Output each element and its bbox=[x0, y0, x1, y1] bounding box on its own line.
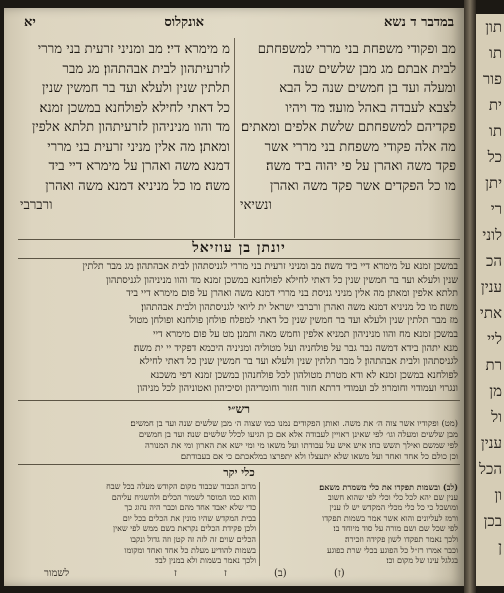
kli-line: בגלגל עינו של מקום וכו׃ bbox=[386, 556, 458, 566]
onkelos-line: ומאתן׃ מה אלין מניני זרעית בני מררי bbox=[47, 139, 230, 155]
targum-line: תלתא אלפין ומאתן׃ מה אלין מניני גניסת בני מררי דמנא משה ואהרן על פום מימרא דיי ביד bbox=[126, 288, 458, 300]
onkelos-catchword: ורברבי bbox=[20, 198, 53, 213]
adjacent-fragment: רי bbox=[490, 200, 502, 218]
torah-line: מב ופקודי משפחת בני מררי למשפחתם bbox=[257, 42, 456, 57]
targum-line: מנא יתהון בידא דמשה גבר גבר על פולחניה ועל מטוליה ומניניה היכמא דפקיד יי ית משה׃ bbox=[133, 342, 458, 354]
onkelos-line: משה׃ מו כל מניניא דמנא משה ואהרן bbox=[45, 178, 230, 194]
rashi-line: לפי שמשם ואילך תשש כחו׃ איש איש על עבודתו ועל משאו מי ומי ישא את הארון ומי את המנורה bbox=[144, 440, 458, 450]
adjacent-fragment: ית bbox=[488, 96, 502, 114]
targum-line: ונגרוי ועמודוי וחומרוי׃ לב ועמודי דרתא חזור חזור וחומריהון וסיכיהון ואטוניהון לכל מניהון bbox=[137, 383, 458, 395]
column-divider bbox=[234, 38, 235, 238]
running-header bbox=[24, 14, 454, 38]
kli-line: ענין שם יהא לכל כלי וכלי לפי שהוא חשוב bbox=[327, 492, 458, 502]
kli-yakar-right-column bbox=[264, 482, 458, 568]
kli-line: ולכך נאמר תפקדו לשון פקידה וזכירה׃ bbox=[345, 534, 458, 544]
rashi-line: וכן כולם כל אחד ואחד ועל משאו שלא יתעצלו ולא יתפרצו במלאכתם כי אם בעבודתם׃ bbox=[180, 451, 458, 461]
adjacent-fragment: הכל bbox=[479, 460, 502, 478]
adjacent-fragment: בכן bbox=[483, 512, 502, 530]
torah-line: לצבא לעבדה באהל מועד׃ מד ויהיו bbox=[285, 100, 456, 116]
kli-line: בשמות להודיע מעלת כל אחד ואחד ומקומו bbox=[124, 545, 256, 555]
torah-line: ומעלה ועד בן חמשים שנה כל הבא bbox=[279, 81, 456, 96]
adjacent-fragment: ן bbox=[498, 538, 502, 556]
book-gutter bbox=[464, 0, 476, 593]
divider-rule bbox=[18, 400, 460, 401]
adjacent-fragment: פור bbox=[482, 70, 502, 88]
adjacent-fragment: ענין bbox=[480, 278, 502, 296]
torah-line: פקד משה ואהרן על פי יהוה ביד משה׃ bbox=[265, 159, 456, 174]
header-page-number: יא bbox=[24, 15, 36, 30]
footer-mark: (ז) bbox=[334, 568, 345, 579]
column-divider bbox=[259, 482, 260, 566]
kli-line: בבית המקדש שהיו מונין את הכלים בכל יום bbox=[122, 513, 256, 523]
targum-line: לגניסתהון ולבית אבהתהון׃ ל מבר תלתין שנין ולעלא ועד בר חמשין שנין כל דאתי לחילא bbox=[139, 356, 458, 368]
kli-line: כדי שלא יאבד אחד מהם וכבר היה נהוג כך bbox=[124, 503, 256, 513]
footer-mark: ז bbox=[224, 568, 227, 579]
onkelos-line: לזרעיתהון לבית אבהתהון׃ מג מבר bbox=[62, 61, 230, 77]
rashi-title: רש״י bbox=[227, 402, 251, 416]
torah-line: מו כל הפקדים אשר פקד משה ואהרן bbox=[269, 178, 456, 194]
adjacent-fragment: ון bbox=[494, 486, 502, 504]
adjacent-fragment: מן bbox=[489, 382, 502, 400]
targum-line: לפולחנא במשכן זמנא׃ לא ודא מטרת מטולהון לכל פולחנהון במשכן זמנא דפי משכנא bbox=[150, 369, 458, 381]
adjacent-fragment: ענין bbox=[480, 434, 502, 452]
scanned-page bbox=[4, 8, 464, 586]
kli-line: הכלים שוים זה לזה זה קטן וזה גדול ונקבו bbox=[130, 534, 256, 544]
footer-mark: ז bbox=[174, 568, 177, 579]
divider-rule bbox=[18, 258, 460, 259]
kli-line: ורמז לעליונים והוא אשר אמר בשמות תפקדו bbox=[322, 513, 458, 523]
targum-line: שנין ולעלא ועד בר חמשין שנין כל דאתי לחילא לפולחנא במשכן זמנא׃ מד והוו מניניהון לגניסתהון bbox=[106, 274, 458, 286]
kli-line: לפי שכל שם ושם מורה על סוד מיוחד בו׃ bbox=[333, 524, 458, 534]
kli-line: וכבר אמרו רז״ל כל הפוגע בכלי שרת כפוגע bbox=[326, 545, 458, 555]
kli-yakar-title: כלי יקר bbox=[223, 466, 255, 479]
kli-line: מרוב הכבוד שכבוד מקום הקודש מעלה בכל שבח bbox=[106, 482, 256, 491]
targum-line: מז מבר תלתין שנין ולעלא ועד בר חמשין שנין כל דאתי למפלח פולחן פולחנא ופולחן מטול bbox=[129, 315, 458, 327]
kli-line: והוא כמו המוסר לשמור הכלים ולהשגיח עליהם bbox=[111, 492, 256, 502]
adjacent-fragment: תו bbox=[489, 44, 502, 62]
targum-block bbox=[20, 260, 458, 400]
adjacent-fragment: תון bbox=[485, 18, 502, 36]
rashi-line: מבן שלשים ומעלה וגו׳ לפי שאינן ראויין לעבודה אלא אם כן הגיעו לכלל שלשים שנה׃ ועד בן חמשים bbox=[138, 429, 458, 439]
torah-line: לבית אבתם׃ מג מבן שלשים שנה bbox=[293, 61, 456, 77]
adjacent-fragment: רת bbox=[485, 356, 502, 374]
onkelos-line: מ מימרא דיי׃ מב ומניני זרעית בני מררי bbox=[37, 42, 230, 57]
onkelos-column bbox=[20, 40, 230, 238]
header-onkelos-title: אונקלוס bbox=[164, 15, 204, 30]
footer-catchword: לשמור bbox=[44, 568, 70, 579]
targum-title-bar bbox=[18, 240, 460, 258]
torah-line: פקדיהם למשפחתם שלשת אלפים ומאתים׃ bbox=[240, 120, 456, 135]
header-torah-title: במדבר ד נשא bbox=[384, 15, 454, 30]
targum-title: יונתן בן עוזיאל bbox=[192, 240, 286, 256]
kli-line: ולכך נאמר בשמות ולא במנין לבד׃ bbox=[155, 556, 256, 566]
adjacent-page-edge bbox=[476, 14, 504, 586]
onkelos-line: תלתין שנין ולעלא ועד בר חמשין שנין bbox=[42, 81, 230, 96]
adjacent-fragment: ליי bbox=[487, 330, 502, 348]
rashi-line: (מט) ופקודיו אשר צוה ה׳ את משה. ואותן הפקודים נמנו כמו שצוה ה׳ מבן שלשים שנה ועד בן חמשים׃ bbox=[130, 418, 458, 428]
adjacent-fragment: כל bbox=[487, 148, 502, 166]
torah-column bbox=[240, 40, 456, 238]
adjacent-fragment: יתן bbox=[485, 174, 502, 192]
targum-line: במשכן זמנא׃ מח והוו מניניהון תמניא אלפין וחמש מאה ותמנן׃ מט על פום מימרא דיי bbox=[153, 328, 458, 340]
adjacent-fragment: אתי bbox=[479, 304, 502, 322]
kli-yakar-left-column bbox=[20, 482, 256, 568]
rashi-block bbox=[20, 418, 458, 464]
torah-catchword: ונשיאי bbox=[240, 198, 272, 213]
page-footer bbox=[44, 568, 444, 582]
onkelos-line: מד והוו מניניהון לזרעיתהון תלתא אלפין bbox=[31, 120, 230, 135]
adjacent-fragment: לוני bbox=[482, 226, 502, 244]
divider-rule bbox=[18, 464, 460, 465]
footer-mark: (ב) bbox=[274, 568, 287, 579]
kli-line: (לב) ובשמות תפקדו את כלי משמרת משאם׃ bbox=[319, 482, 458, 492]
adjacent-fragment: תו bbox=[489, 122, 502, 140]
targum-line: משה׃ מו כל מניניא דמנא משה ואהרן ורברבי ישראל ית ליואי לגניסתהון ולבית אבהתהון׃ bbox=[141, 301, 458, 313]
adjacent-fragment: הכ bbox=[486, 252, 502, 270]
onkelos-line: כל דאתי לחילא לפולחנא במשכן זמנא׃ bbox=[39, 100, 230, 116]
torah-line: מה אלה פקודי משפחת בני מררי אשר bbox=[264, 139, 456, 155]
onkelos-line: דמנא משה ואהרן על מימרא דיי ביד bbox=[48, 159, 230, 174]
adjacent-fragment: ול bbox=[491, 408, 502, 426]
targum-line: במשכן זמנא על מימרא דיי ביד משה׃ מב ומניני זרעית בני מררי לגניסתהון לבית אבהתהון׃ מג מבר תלתין bbox=[82, 261, 458, 272]
kli-line: ומושכל כי כל כלי מכלי המקדש יש לו ענין bbox=[329, 503, 458, 513]
kli-line: ולכן פקידת הכלים נקראת בשם ממש לפי שאין bbox=[113, 524, 256, 534]
